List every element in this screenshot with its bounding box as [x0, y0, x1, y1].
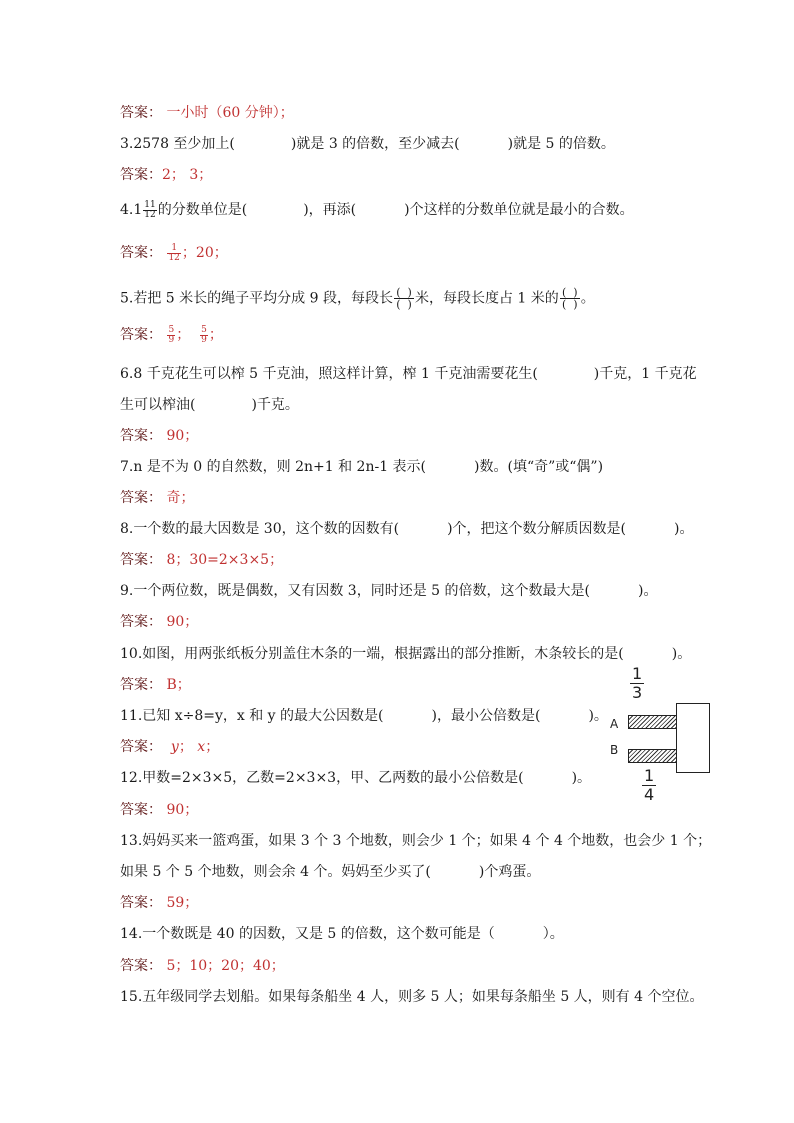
answer-12 — [120, 800, 198, 820]
question-text: )个鸡蛋。 — [478, 864, 541, 880]
question-4 — [120, 200, 634, 220]
answer-label: 答案： — [120, 428, 162, 444]
question-14 — [120, 924, 564, 944]
answer-7 — [120, 488, 194, 508]
question-text: )数。(填“奇”或“偶”) — [474, 459, 604, 475]
fraction-blank[interactable] — [394, 287, 414, 310]
fraction-numerator: 1 — [632, 664, 643, 683]
separator: ； — [178, 739, 193, 755]
answer-label: 答案： — [120, 739, 162, 755]
question-text: )千克，1 千克花 — [593, 366, 697, 382]
question-13-line-1 — [120, 831, 711, 851]
fraction-denominator: 3 — [632, 683, 643, 702]
question-text: 6.8 千克花生可以榨 5 千克油，照这样计算，榨 1 千克油需要花生( — [120, 366, 538, 382]
question-text: 14.一个数既是 40 的因数，又是 5 的倍数，这个数可能是（ — [120, 926, 495, 942]
question-text: )。 — [674, 521, 694, 537]
question-text: ）。 — [542, 926, 564, 942]
answer-value — [166, 739, 219, 755]
fraction-numerator: 1 — [644, 766, 655, 785]
question-text: 如果 5 个 5 个地数，则会余 4 个。妈妈至少买了( — [120, 864, 431, 880]
variable-y: y — [170, 739, 179, 755]
fraction — [143, 201, 156, 220]
question-text: 15.五年级同学去划船。如果每条船坐 4 人，则多 5 人；如果每条船坐 5 人，则有 4 个空位。 — [120, 989, 704, 1005]
question-12 — [120, 768, 591, 788]
question-5 — [120, 287, 595, 310]
question-text: )。 — [671, 646, 692, 662]
fraction-numerator: 5 — [168, 324, 175, 335]
wood-stick-figure — [606, 665, 716, 815]
question-text: )。 — [637, 583, 658, 599]
stick-a — [628, 715, 678, 729]
fraction-blank-denominator[interactable]: ( ) — [396, 298, 412, 311]
fraction-numerator: 5 — [201, 324, 207, 335]
question-text: 生可以榨油( — [120, 397, 196, 413]
question-15 — [120, 987, 704, 1007]
question-text: )个这样的分数单位就是最小的合数。 — [404, 202, 634, 218]
fraction — [167, 326, 175, 345]
answer-label: 答案： — [120, 552, 162, 568]
separator: ； — [205, 739, 220, 755]
question-text: 7.n 是不为 0 的自然数，则 2n+1 和 2n-1 表示( — [120, 459, 427, 475]
answer-4 — [120, 243, 228, 263]
answer-10 — [120, 675, 191, 695]
question-text: )。 — [588, 708, 608, 724]
answer-8 — [120, 550, 283, 570]
answer-label: 答案： — [120, 614, 162, 630]
question-text: 的分数单位是( — [157, 202, 248, 218]
question-11 — [120, 706, 608, 726]
answer-14 — [120, 956, 285, 976]
answer-6 — [120, 426, 198, 446]
fraction-one-third — [630, 665, 644, 702]
question-text: )个，把这个数分解质因数是( — [447, 521, 627, 537]
question-text: )千克。 — [251, 397, 299, 413]
question-13-line-2 — [120, 862, 540, 882]
question-8 — [120, 519, 694, 539]
answer-value — [166, 324, 223, 345]
separator: ； — [208, 327, 223, 343]
answer-value: 5；10；20；40； — [162, 958, 285, 974]
question-3 — [120, 134, 615, 154]
fraction-blank-numerator[interactable]: ( ) — [560, 287, 580, 299]
answer-value: 90； — [162, 614, 199, 630]
answer-label: 答案： — [120, 245, 162, 261]
answer-value: 90； — [162, 802, 199, 818]
question-text: 8.一个数的最大因数是 30，这个数的因数有( — [120, 521, 400, 537]
fraction-denominator: 9 — [201, 334, 207, 345]
fraction-numerator: 11 — [144, 199, 156, 210]
answer-value: 2； 3； — [162, 167, 213, 183]
answer-value: 90； — [162, 428, 199, 444]
question-text: )就是 3 的倍数，至少减去( — [290, 136, 460, 152]
separator: ； — [176, 327, 191, 343]
question-text: 米，每段长度占 1 米的 — [414, 290, 559, 307]
answer-label: 答案： — [120, 105, 162, 121]
question-text: )，再添( — [303, 202, 357, 218]
question-6-line-2 — [120, 395, 299, 415]
answer-label: 答案： — [120, 958, 162, 974]
answer-label: 答案： — [120, 167, 162, 183]
cardboard — [676, 703, 710, 773]
label-a: A — [610, 717, 619, 731]
answer-13 — [120, 893, 198, 913]
question-text: 5.若把 5 米长的绳子平均分成 9 段，每段长 — [120, 290, 393, 307]
answer-value: B； — [162, 677, 191, 693]
fraction — [200, 326, 208, 345]
answer-2 — [120, 103, 294, 123]
answer-value: 8；30=2×3×5； — [162, 552, 284, 568]
variable-x: x — [197, 739, 206, 755]
fraction-blank-numerator[interactable]: ( ) — [394, 287, 414, 299]
fraction-denominator: 4 — [644, 785, 655, 804]
fraction-denominator: 12 — [168, 252, 180, 263]
question-text: )。 — [571, 770, 592, 786]
answer-label: 答案： — [120, 327, 162, 343]
answer-value-text: ；20； — [181, 245, 228, 261]
question-text: 。 — [580, 290, 595, 307]
answer-9 — [120, 612, 198, 632]
answer-11 — [120, 737, 219, 757]
question-text: )，最小公倍数是( — [431, 708, 541, 724]
question-text: 3.2578 至少加上( — [120, 136, 235, 152]
fraction — [167, 244, 180, 263]
question-6-line-1 — [120, 364, 697, 384]
answer-value: 一小时（60 分钟）； — [162, 105, 294, 121]
fraction-numerator: 1 — [167, 244, 180, 254]
answer-label: 答案： — [120, 490, 162, 506]
question-text: 11.已知 x÷8=y，x 和 y 的最大公因数是( — [120, 708, 384, 724]
question-text: 12.甲数=2×3×5，乙数=2×3×3，甲、乙两数的最小公倍数是( — [120, 770, 524, 786]
question-text: 13.妈妈买来一篮鸡蛋，如果 3 个 3 个地数，则会少 1 个；如果 4 个 4 个地数，也会少 1 个； — [120, 833, 712, 849]
answer-3 — [120, 165, 212, 185]
fraction-blank[interactable] — [560, 287, 580, 310]
question-10 — [120, 644, 691, 664]
fraction-one-fourth — [642, 767, 656, 804]
stick-b — [628, 749, 678, 763]
answer-value — [166, 242, 228, 263]
answer-label: 答案： — [120, 677, 162, 693]
fraction-blank-denominator[interactable]: ( ) — [562, 298, 578, 311]
answer-label: 答案： — [120, 895, 162, 911]
answer-value: 59； — [162, 895, 199, 911]
answer-value: 奇； — [162, 490, 195, 506]
question-text: 9.一个两位数，既是偶数，又有因数 3，同时还是 5 的倍数，这个数最大是( — [120, 583, 590, 599]
question-7 — [120, 457, 603, 477]
question-text: 10.如图，用两张纸板分别盖住木条的一端，根据露出的部分推断，木条较长的是( — [120, 646, 624, 662]
label-b: B — [610, 743, 619, 757]
mixed-number-integer: 4.1 — [120, 202, 143, 218]
fraction-denominator: 9 — [168, 334, 175, 345]
question-9 — [120, 581, 657, 601]
question-text: )就是 5 的倍数。 — [507, 136, 615, 152]
answer-label: 答案： — [120, 802, 162, 818]
fraction-denominator: 12 — [144, 209, 156, 220]
answer-5 — [120, 325, 223, 345]
